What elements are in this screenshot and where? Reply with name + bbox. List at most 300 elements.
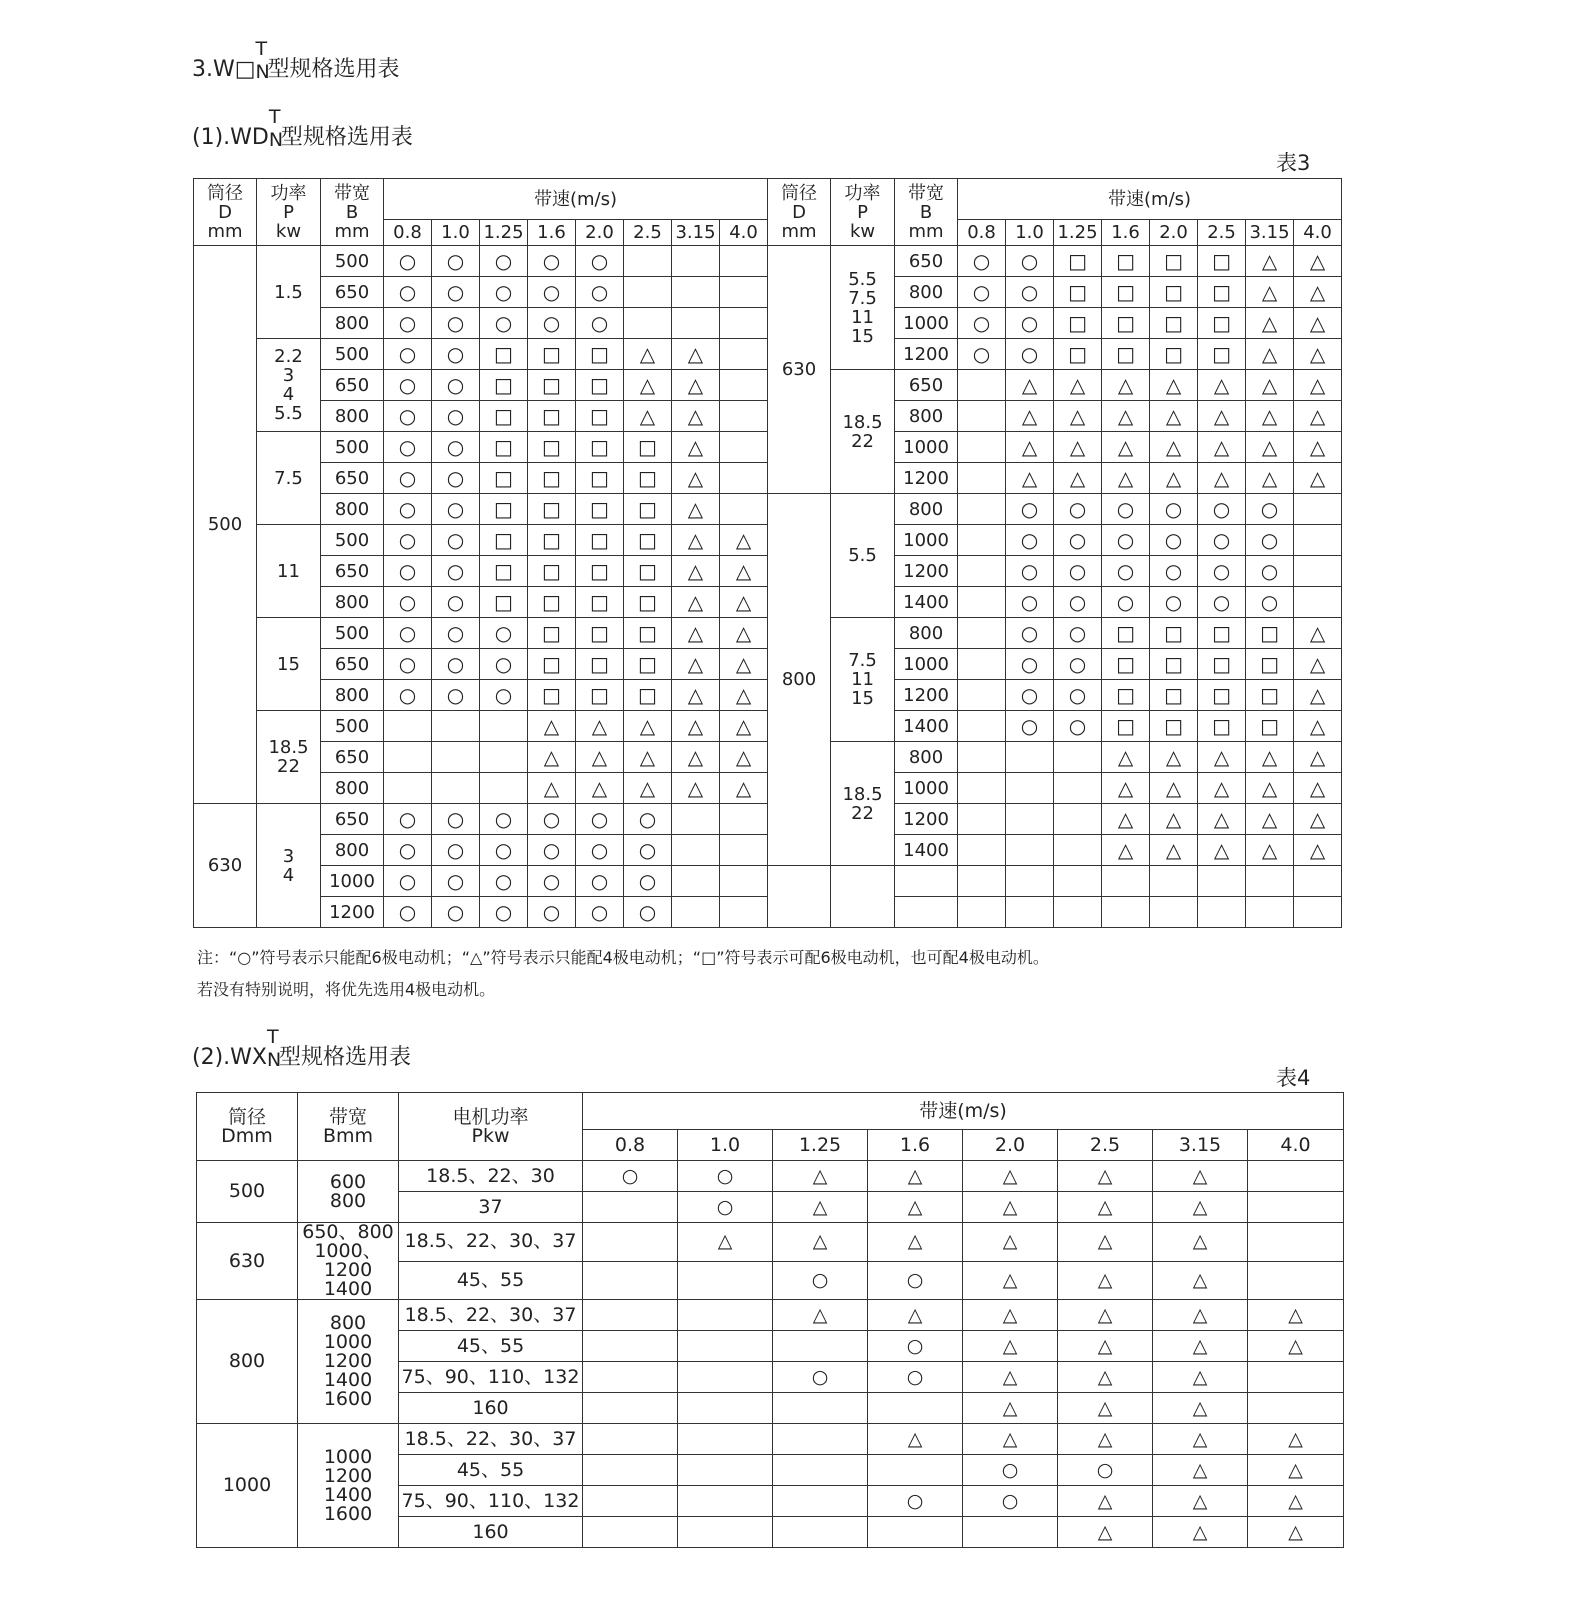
symbol-cell: [678, 1300, 773, 1331]
subsection-1-title: [192, 106, 413, 151]
symbol-cell: □: [480, 556, 528, 587]
belt-width-cell: 500: [321, 432, 384, 463]
symbol-cell: [958, 618, 1006, 649]
symbol-cell: △: [624, 742, 672, 773]
symbol-cell: △: [1058, 1223, 1153, 1262]
symbol-cell: □: [624, 494, 672, 525]
motor-power-cell: 18.5、22、30、37: [399, 1424, 583, 1455]
symbol-cell: [583, 1192, 678, 1223]
symbol-cell: ○: [432, 866, 480, 897]
belt-width-cell: 650、800 1000、1200 1400: [298, 1223, 399, 1300]
symbol-cell: △: [576, 773, 624, 804]
belt-width-cell: 1200: [895, 680, 958, 711]
symbol-cell: □: [576, 463, 624, 494]
symbol-cell: [958, 835, 1006, 866]
symbol-cell: □: [1054, 308, 1102, 339]
note-line-2: 若没有特别说明，将优先选用4极电动机。: [197, 980, 496, 999]
header-belt-width: 带宽 Bmm: [298, 1093, 399, 1161]
symbol-cell: ○: [432, 897, 480, 928]
belt-width-cell: 650: [895, 370, 958, 401]
symbol-cell: [958, 463, 1006, 494]
symbol-cell: [1248, 1223, 1344, 1262]
header-belt-speed: 带速(m/s): [583, 1093, 1344, 1130]
symbol-cell: [1248, 1362, 1344, 1393]
section-title-suffix: 型规格选用表: [267, 57, 400, 82]
symbol-cell: [720, 339, 768, 370]
symbol-cell: △: [672, 370, 720, 401]
symbol-cell: ○: [528, 246, 576, 277]
motor-power-cell: 45、55: [399, 1331, 583, 1362]
sub-n: N: [255, 61, 270, 83]
symbol-cell: △: [672, 401, 720, 432]
symbol-cell: △: [868, 1300, 963, 1331]
symbol-cell: [672, 866, 720, 897]
symbol-cell: [720, 804, 768, 835]
symbol-cell: ○: [384, 525, 432, 556]
symbol-cell: [1294, 556, 1342, 587]
table-row: [197, 1161, 1344, 1192]
symbol-cell: [773, 1455, 868, 1486]
symbol-cell: ○: [432, 339, 480, 370]
symbol-cell: □: [480, 525, 528, 556]
symbol-cell: ○: [1006, 339, 1054, 370]
symbol-cell: △: [1102, 804, 1150, 835]
diameter-cell: 800: [768, 494, 831, 866]
table-4-label: 表4: [1276, 1066, 1311, 1090]
symbol-cell: △: [1150, 804, 1198, 835]
symbol-cell: ○: [480, 866, 528, 897]
belt-width-cell: 800: [321, 835, 384, 866]
symbol-cell: □: [1102, 618, 1150, 649]
sup-t: T: [268, 106, 281, 128]
symbol-cell: △: [672, 742, 720, 773]
symbol-cell: [1246, 866, 1294, 897]
symbol-cell: △: [1246, 742, 1294, 773]
symbol-cell: △: [624, 711, 672, 742]
symbol-cell: △: [720, 525, 768, 556]
symbol-cell: △: [1198, 742, 1246, 773]
speed-header: 2.5: [1058, 1130, 1153, 1161]
symbol-cell: ○: [868, 1362, 963, 1393]
belt-width-cell: 650: [321, 649, 384, 680]
symbol-cell: △: [1246, 804, 1294, 835]
symbol-cell: ○: [528, 835, 576, 866]
symbol-cell: [720, 246, 768, 277]
symbol-cell: [583, 1300, 678, 1331]
belt-width-cell: 1400: [895, 587, 958, 618]
symbol-cell: △: [672, 618, 720, 649]
symbol-cell: ○: [624, 866, 672, 897]
symbol-cell: ○: [1054, 525, 1102, 556]
symbol-cell: △: [1058, 1517, 1153, 1548]
symbol-cell: △: [1294, 339, 1342, 370]
symbol-cell: [720, 370, 768, 401]
symbol-cell: △: [1150, 370, 1198, 401]
symbol-cell: ○: [480, 618, 528, 649]
belt-width-cell: 800: [321, 773, 384, 804]
symbol-cell: □: [1102, 308, 1150, 339]
belt-width-cell: 1200: [895, 339, 958, 370]
symbol-cell: ○: [480, 277, 528, 308]
symbol-cell: □: [624, 618, 672, 649]
symbol-cell: ○: [1246, 494, 1294, 525]
symbol-cell: [672, 277, 720, 308]
symbol-cell: □: [1102, 246, 1150, 277]
symbol-cell: □: [576, 432, 624, 463]
symbol-cell: ○: [963, 1455, 1058, 1486]
symbol-cell: △: [1058, 1424, 1153, 1455]
speed-header: 4.0: [1294, 220, 1342, 246]
symbol-cell: △: [963, 1300, 1058, 1331]
motor-power-cell: 18.5、22、30、37: [399, 1300, 583, 1331]
symbol-cell: △: [1246, 432, 1294, 463]
symbol-cell: □: [480, 494, 528, 525]
symbol-cell: △: [1102, 432, 1150, 463]
symbol-cell: ○: [773, 1362, 868, 1393]
symbol-cell: ○: [480, 804, 528, 835]
symbol-cell: □: [1198, 308, 1246, 339]
symbol-cell: □: [528, 680, 576, 711]
symbol-cell: △: [1153, 1393, 1248, 1424]
symbol-cell: [1006, 742, 1054, 773]
belt-width-cell: 500: [321, 339, 384, 370]
note-line-1: 注：“○”符号表示只能配6极电动机；“△”符号表示只能配4极电动机；“□”符号表示可配6极电动机，也可配4极电动机。: [197, 948, 1049, 967]
header-belt-width: 带宽 B mm: [895, 179, 958, 246]
symbol-cell: △: [1294, 711, 1342, 742]
symbol-cell: ○: [1102, 587, 1150, 618]
symbol-cell: □: [624, 432, 672, 463]
symbol-cell: △: [1150, 742, 1198, 773]
belt-width-cell: 1400: [895, 711, 958, 742]
belt-width-cell: 650: [321, 804, 384, 835]
symbol-cell: △: [1294, 680, 1342, 711]
diameter-cell: 630: [768, 246, 831, 494]
symbol-cell: ○: [432, 432, 480, 463]
symbol-cell: [773, 1424, 868, 1455]
symbol-cell: [1248, 1192, 1344, 1223]
symbol-cell: △: [1006, 432, 1054, 463]
symbol-cell: ○: [432, 463, 480, 494]
symbol-cell: ○: [432, 587, 480, 618]
symbol-cell: [958, 401, 1006, 432]
speed-header: 4.0: [1248, 1130, 1344, 1161]
symbol-cell: [1006, 773, 1054, 804]
symbol-cell: ○: [576, 835, 624, 866]
symbol-cell: [720, 401, 768, 432]
belt-width-cell: [895, 897, 958, 928]
symbol-cell: [773, 1517, 868, 1548]
symbol-cell: [1006, 897, 1054, 928]
symbol-cell: ○: [1058, 1455, 1153, 1486]
symbol-cell: △: [773, 1161, 868, 1192]
belt-width-cell: [895, 866, 958, 897]
speed-header: 1.25: [773, 1130, 868, 1161]
speed-header: 3.15: [672, 220, 720, 246]
symbol-cell: ○: [1006, 618, 1054, 649]
symbol-cell: [678, 1362, 773, 1393]
symbol-cell: [1246, 897, 1294, 928]
symbol-cell: [958, 804, 1006, 835]
symbol-cell: ○: [480, 649, 528, 680]
belt-width-cell: 650: [321, 277, 384, 308]
symbol-cell: ○: [384, 401, 432, 432]
header-diameter: 筒径 D mm: [768, 179, 831, 246]
symbol-cell: △: [868, 1223, 963, 1262]
symbol-cell: ○: [868, 1486, 963, 1517]
symbol-cell: △: [672, 432, 720, 463]
symbol-cell: ○: [624, 804, 672, 835]
symbol-cell: [672, 308, 720, 339]
symbol-cell: △: [1294, 463, 1342, 494]
belt-width-cell: 650: [895, 246, 958, 277]
symbol-cell: ○: [480, 680, 528, 711]
speed-header: 2.0: [963, 1130, 1058, 1161]
speed-header: 1.25: [480, 220, 528, 246]
symbol-cell: □: [528, 401, 576, 432]
speed-header: 4.0: [720, 220, 768, 246]
symbol-cell: ○: [384, 587, 432, 618]
symbol-cell: △: [1054, 401, 1102, 432]
symbol-cell: [583, 1331, 678, 1362]
symbol-cell: [1054, 742, 1102, 773]
symbol-cell: ○: [1150, 525, 1198, 556]
symbol-cell: [958, 587, 1006, 618]
speed-header: 2.0: [576, 220, 624, 246]
symbol-cell: △: [1153, 1192, 1248, 1223]
symbol-cell: [720, 463, 768, 494]
symbol-cell: □: [1246, 649, 1294, 680]
speed-header: 1.6: [1102, 220, 1150, 246]
symbol-cell: △: [1294, 308, 1342, 339]
symbol-cell: □: [624, 463, 672, 494]
table-row: [194, 866, 1342, 897]
symbol-cell: □: [1198, 339, 1246, 370]
symbol-cell: ○: [678, 1192, 773, 1223]
table-row: [197, 1424, 1344, 1455]
symbol-cell: □: [528, 649, 576, 680]
symbol-cell: △: [1294, 835, 1342, 866]
symbol-cell: [773, 1486, 868, 1517]
header-belt-speed: 带速(m/s): [384, 179, 768, 220]
symbol-cell: ○: [480, 246, 528, 277]
symbol-cell: △: [1058, 1331, 1153, 1362]
symbol-cell: [1294, 587, 1342, 618]
symbol-cell: ○: [1198, 525, 1246, 556]
symbol-cell: △: [963, 1161, 1058, 1192]
table-4: [196, 1092, 1344, 1548]
symbol-cell: △: [773, 1223, 868, 1262]
symbol-cell: △: [672, 680, 720, 711]
symbol-cell: ○: [384, 370, 432, 401]
symbol-cell: □: [576, 525, 624, 556]
symbol-cell: △: [1198, 401, 1246, 432]
symbol-cell: ○: [384, 866, 432, 897]
symbol-cell: ○: [432, 494, 480, 525]
sup-t: T: [266, 1026, 279, 1048]
symbol-cell: ○: [624, 897, 672, 928]
diameter-cell: 630: [194, 804, 257, 928]
speed-header: 1.0: [432, 220, 480, 246]
symbol-cell: [1294, 897, 1342, 928]
symbol-cell: ○: [432, 401, 480, 432]
symbol-cell: [1102, 897, 1150, 928]
power-cell: 18.5 22: [831, 370, 895, 494]
symbol-cell: □: [576, 370, 624, 401]
symbol-cell: ○: [958, 277, 1006, 308]
speed-header: 1.0: [678, 1130, 773, 1161]
symbol-cell: △: [624, 339, 672, 370]
symbol-cell: □: [480, 587, 528, 618]
symbol-cell: [1198, 897, 1246, 928]
symbol-cell: [624, 308, 672, 339]
header-motor-power: 电机功率 Pkw: [399, 1093, 583, 1161]
symbol-cell: ○: [576, 897, 624, 928]
symbol-cell: ○: [528, 277, 576, 308]
speed-header: 2.5: [624, 220, 672, 246]
symbol-cell: □: [1102, 649, 1150, 680]
symbol-cell: □: [576, 401, 624, 432]
diameter-cell: 800: [197, 1300, 298, 1424]
symbol-cell: △: [1153, 1424, 1248, 1455]
symbol-cell: ○: [1006, 246, 1054, 277]
symbol-cell: △: [624, 401, 672, 432]
symbol-cell: △: [1294, 618, 1342, 649]
symbol-cell: △: [1246, 339, 1294, 370]
symbol-cell: [1150, 897, 1198, 928]
symbol-cell: ○: [1150, 556, 1198, 587]
speed-header: 1.6: [868, 1130, 963, 1161]
power-cell: 18.5 22: [831, 742, 895, 866]
symbol-cell: □: [1150, 680, 1198, 711]
symbol-cell: △: [963, 1424, 1058, 1455]
subsection-2-title: [192, 1026, 411, 1071]
symbol-cell: △: [1198, 804, 1246, 835]
symbol-cell: [720, 866, 768, 897]
symbol-cell: △: [1246, 308, 1294, 339]
symbol-cell: ○: [432, 277, 480, 308]
motor-power-cell: 45、55: [399, 1455, 583, 1486]
symbol-cell: □: [576, 618, 624, 649]
belt-width-cell: 650: [321, 742, 384, 773]
power-cell: 5.5 7.5 11 15: [831, 246, 895, 370]
belt-width-cell: 800: [321, 494, 384, 525]
symbol-cell: ○: [1102, 525, 1150, 556]
symbol-cell: □: [576, 680, 624, 711]
symbol-cell: ○: [528, 804, 576, 835]
symbol-cell: [672, 804, 720, 835]
symbol-cell: ○: [1150, 587, 1198, 618]
symbol-cell: [1294, 494, 1342, 525]
belt-width-cell: 500: [321, 525, 384, 556]
speed-header: 2.0: [1150, 220, 1198, 246]
belt-width-cell: 1000: [895, 649, 958, 680]
symbol-cell: △: [672, 711, 720, 742]
symbol-cell: [1248, 1261, 1344, 1300]
motor-power-cell: 75、90、110、132: [399, 1362, 583, 1393]
belt-width-cell: 800: [321, 308, 384, 339]
symbol-cell: ○: [432, 525, 480, 556]
symbol-cell: [583, 1393, 678, 1424]
symbol-cell: ○: [576, 246, 624, 277]
belt-width-cell: 1200: [321, 897, 384, 928]
sub-n: N: [266, 1049, 282, 1071]
symbol-cell: □: [480, 370, 528, 401]
symbol-cell: □: [1102, 680, 1150, 711]
header-diameter: 筒径 Dmm: [197, 1093, 298, 1161]
belt-width-cell: 800: [321, 587, 384, 618]
symbol-cell: [963, 1517, 1058, 1548]
speed-header: 3.15: [1246, 220, 1294, 246]
symbol-cell: [958, 680, 1006, 711]
symbol-cell: ○: [384, 835, 432, 866]
symbol-cell: ○: [1102, 556, 1150, 587]
symbol-cell: △: [1006, 401, 1054, 432]
symbol-cell: [1054, 866, 1102, 897]
symbol-cell: ○: [1006, 649, 1054, 680]
symbol-cell: [1006, 835, 1054, 866]
symbol-cell: △: [1058, 1161, 1153, 1192]
symbol-cell: △: [1294, 246, 1342, 277]
diameter-cell: [768, 866, 831, 928]
sub1-suffix: 型规格选用表: [280, 125, 413, 150]
diameter-cell: 1000: [197, 1424, 298, 1548]
symbol-cell: □: [576, 494, 624, 525]
symbol-cell: [678, 1517, 773, 1548]
symbol-cell: □: [1246, 618, 1294, 649]
symbol-cell: □: [1054, 246, 1102, 277]
table-row: [194, 246, 1342, 277]
symbol-cell: □: [1150, 277, 1198, 308]
symbol-cell: ○: [1246, 525, 1294, 556]
symbol-cell: △: [963, 1393, 1058, 1424]
symbol-cell: [958, 494, 1006, 525]
speed-header: 2.5: [1198, 220, 1246, 246]
symbol-cell: ○: [384, 277, 432, 308]
symbol-cell: ○: [1054, 494, 1102, 525]
power-cell: 15: [257, 618, 321, 711]
symbol-cell: ○: [384, 897, 432, 928]
symbol-cell: ○: [384, 339, 432, 370]
symbol-cell: ○: [1054, 587, 1102, 618]
symbol-cell: △: [773, 1192, 868, 1223]
sub2-suffix: 型规格选用表: [278, 1045, 411, 1070]
symbol-cell: △: [963, 1261, 1058, 1300]
symbol-cell: [1102, 866, 1150, 897]
symbol-cell: △: [672, 556, 720, 587]
symbol-cell: [583, 1517, 678, 1548]
symbol-cell: △: [963, 1362, 1058, 1393]
symbol-cell: ○: [1006, 525, 1054, 556]
symbol-cell: △: [720, 587, 768, 618]
symbol-cell: △: [1153, 1223, 1248, 1262]
symbol-cell: △: [1153, 1517, 1248, 1548]
symbol-cell: △: [1248, 1486, 1344, 1517]
symbol-cell: □: [576, 339, 624, 370]
header-belt-speed: 带速(m/s): [958, 179, 1342, 220]
symbol-cell: △: [1153, 1331, 1248, 1362]
section-title: [192, 38, 400, 83]
symbol-cell: ○: [868, 1261, 963, 1300]
symbol-cell: △: [1153, 1455, 1248, 1486]
symbol-cell: [720, 277, 768, 308]
symbol-cell: [720, 494, 768, 525]
symbol-cell: □: [1102, 339, 1150, 370]
belt-width-cell: 800 1000 1200 1400 1600: [298, 1300, 399, 1424]
symbol-cell: [958, 773, 1006, 804]
symbol-cell: ○: [1006, 587, 1054, 618]
speed-header: 1.25: [1054, 220, 1102, 246]
symbol-cell: ○: [384, 463, 432, 494]
